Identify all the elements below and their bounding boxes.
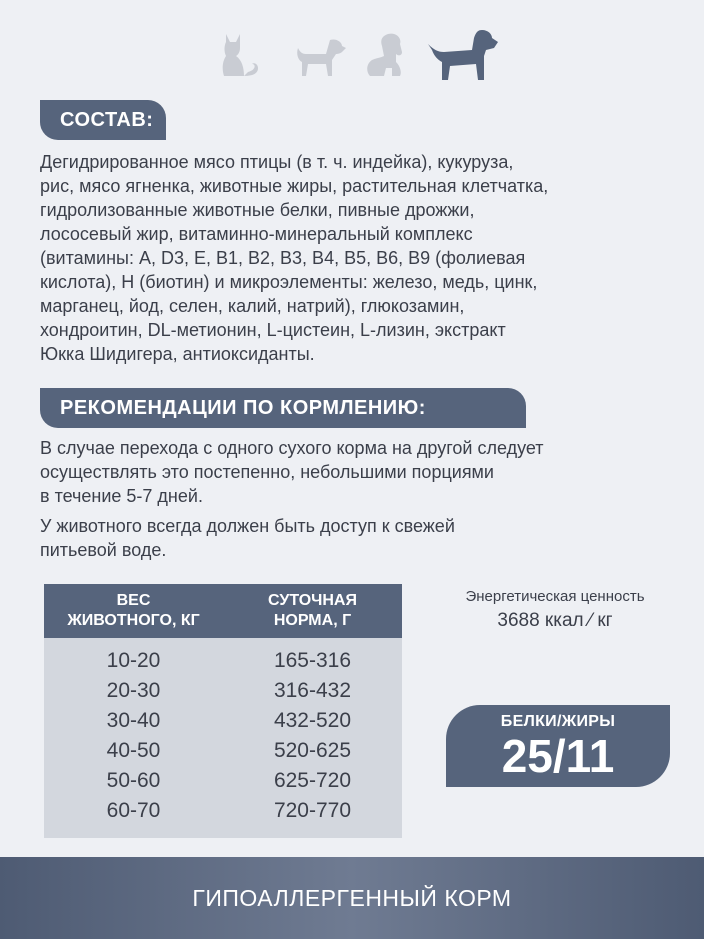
feeding-line: в течение 5-7 дней. [40, 486, 203, 506]
feeding-text [40, 436, 680, 562]
norm-cell: 625-720 [273, 769, 352, 792]
norm-cell: 520-625 [273, 739, 352, 762]
composition-line: хондроитин, DL-метионин, L-цистеин, L-лизин, экстракт [40, 320, 506, 340]
composition-line: (витамины: A, D3, E, B1, B2, B3, B4, B5, B6, B9 (фолиевая [40, 248, 526, 268]
feeding-line: В случае перехода с одного сухого корма на другой следует [40, 438, 544, 458]
weight-cell: 40-50 [106, 739, 161, 762]
table-row [44, 706, 402, 736]
composition-line: кислота), H (биотин) и микроэлементы: железо, медь, цинк, [40, 272, 538, 292]
weight-cell: 50-60 [106, 769, 161, 792]
header-weight [44, 584, 223, 638]
norm-cell: 432-520 [273, 709, 352, 732]
composition-line: Дегидрированное мясо птицы (в т. ч. индейка), кукуруза, [40, 152, 514, 172]
norm-cell: 720-770 [273, 799, 352, 822]
composition-text [40, 150, 680, 366]
composition-line: марганец, йод, селен, калий, натрий), глюкозамин, [40, 296, 465, 316]
composition-line: лососевый жир, витаминно-минеральный комплекс [40, 224, 473, 244]
small-dog-icon [290, 38, 346, 80]
weight-cell: 30-40 [106, 709, 161, 732]
header-norm-line1: СУТОЧНАЯ [268, 592, 357, 609]
cat-icon [218, 32, 264, 80]
composition-line: Юкка Шидигера, антиоксиданты. [40, 344, 315, 364]
table-row [44, 676, 402, 706]
composition-heading: СОСТАВ: [40, 100, 166, 140]
animal-size-icons [0, 28, 704, 88]
protein-fat-value: 25/11 [501, 730, 615, 782]
weight-cell: 10-20 [106, 649, 161, 672]
norm-cell: 165-316 [273, 649, 352, 672]
table-row [44, 646, 402, 676]
energy-value-block [420, 586, 690, 634]
feeding-line: У животного всегда должен быть доступ к свежей [40, 516, 455, 536]
table-body [44, 638, 402, 838]
table-row [44, 766, 402, 796]
norm-cell: 316-432 [273, 679, 352, 702]
header-norm [223, 584, 402, 638]
feeding-line: осуществлять это постепенно, небольшими порциями [40, 462, 494, 482]
footer-banner [0, 857, 704, 939]
footer-text: ГИПОАЛЛЕРГЕННЫЙ КОРМ [192, 884, 512, 911]
energy-value: 3688 ккал ⁄ кг [497, 610, 613, 631]
large-dog-icon [428, 28, 498, 84]
feeding-heading: РЕКОМЕНДАЦИИ ПО КОРМЛЕНИЮ: [40, 388, 526, 428]
medium-dog-icon [364, 32, 412, 80]
composition-line: гидролизованные животные белки, пивные дрожжи, [40, 200, 475, 220]
header-weight-line2: ЖИВОТНОГО, КГ [67, 612, 200, 629]
composition-line: рис, мясо ягненка, животные жиры, растительная клетчатка, [40, 176, 549, 196]
protein-fat-label: БЕЛКИ/ЖИРЫ [500, 713, 616, 730]
table-row [44, 736, 402, 766]
table-row [44, 796, 402, 826]
weight-cell: 20-30 [106, 679, 161, 702]
feeding-line: питьевой воде. [40, 540, 167, 560]
protein-fat-badge [446, 705, 670, 787]
feeding-table [44, 584, 402, 838]
weight-cell: 60-70 [106, 799, 161, 822]
energy-label: Энергетическая ценность [465, 588, 645, 605]
header-norm-line2: НОРМА, Г [273, 612, 352, 629]
table-header [44, 584, 402, 638]
header-weight-line1: ВЕС [116, 592, 151, 609]
